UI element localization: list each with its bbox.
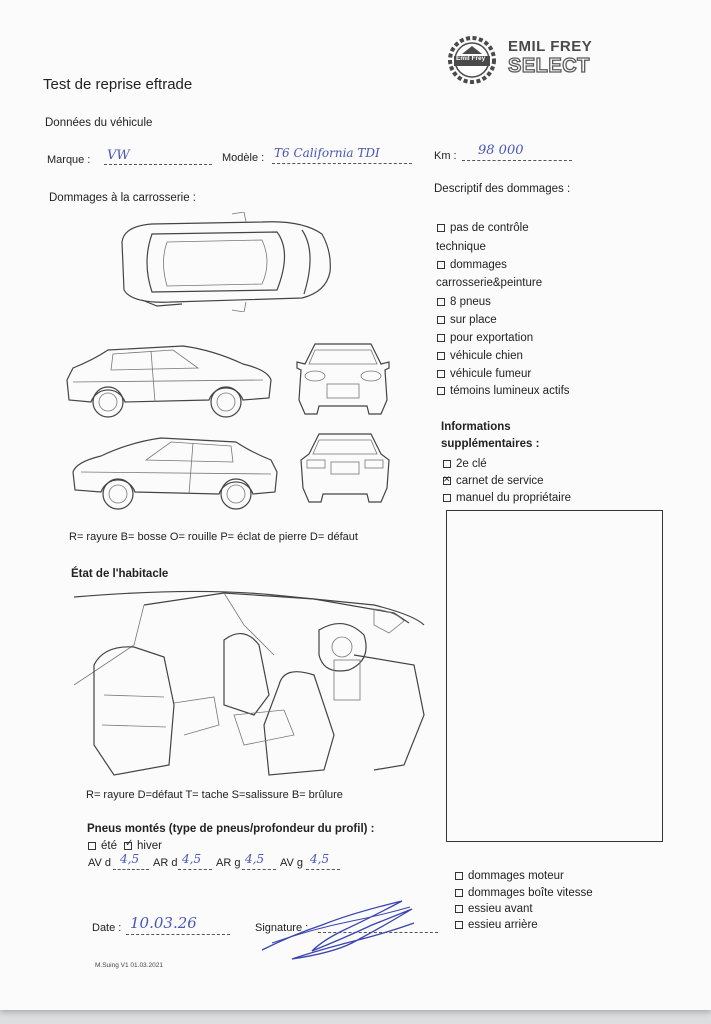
brand-label: Marque : [47,154,91,166]
tires-section-title: Pneus montés (type de pneus/profondeur du profil) : [87,823,375,835]
model-line [272,163,412,164]
tire-type-summer[interactable]: été [88,840,117,852]
info-item-second-key[interactable]: 2e clé [443,458,487,470]
car-rear-view-diagram[interactable] [295,430,395,508]
vehicle-section-title: Données du véhicule [45,117,153,129]
date-value[interactable]: 10.03.26 [130,914,197,932]
damage-item-no-inspection-line2: technique [436,241,486,253]
km-value[interactable]: 98 000 [478,143,524,158]
checkbox-checked[interactable] [443,477,451,485]
date-line [126,934,230,935]
tire-rr-label: AR d [153,857,178,869]
car-right-side-diagram[interactable] [66,432,281,512]
date-label: Date : [92,922,122,934]
model-label: Modèle : [222,152,265,164]
logo-badge-text: Emil Frey [456,55,486,62]
car-top-view-diagram[interactable] [112,212,342,312]
tire-rl-label: AR g [216,857,241,869]
brand-line [104,164,212,165]
checkbox[interactable] [443,460,451,468]
checkbox[interactable] [443,494,451,502]
checkbox[interactable] [437,316,445,324]
tire-fl-line [113,869,149,870]
tire-fl-label: AV d [88,857,112,869]
car-interior-diagram[interactable] [74,585,426,785]
checkbox[interactable] [455,905,463,913]
logo-brand-line1: EMIL FREY [508,38,593,55]
car-front-view-diagram[interactable] [293,338,393,420]
bodywork-legend: R= rayure B= bosse O= rouille P= éclat de pierre D= défaut [69,531,358,543]
additional-info-title-line2: supplémentaires : [441,438,540,450]
interior-section-title: État de l'habitacle [71,568,169,580]
damage-description-title: Descriptif des dommages : [434,183,571,195]
checkbox[interactable] [437,224,445,232]
interior-legend: R= rayure D=défaut T= tache S=salissure B= brûlure [86,789,343,801]
damage-item-bodywork[interactable]: dommages [437,259,507,271]
checkbox[interactable] [455,872,463,880]
tire-fr-line [306,869,340,870]
damage-item-8-tires[interactable]: 8 pneus [437,296,491,308]
damage-item-dog[interactable]: véhicule chien [437,350,523,362]
model-value[interactable]: T6 California TDI [274,146,380,160]
checkbox[interactable] [88,842,96,850]
car-left-side-diagram[interactable] [63,340,278,420]
mech-item-engine[interactable]: dommages moteur [455,870,564,882]
km-label: Km : [434,150,457,162]
info-item-owner-manual[interactable]: manuel du propriétaire [443,492,571,504]
tire-rl-line [242,869,276,870]
tire-rr-value[interactable]: 4,5 [182,852,202,866]
damage-item-export[interactable]: pour exportation [437,332,533,344]
handwritten-signature[interactable] [252,895,422,965]
checkbox[interactable] [437,387,445,395]
logo-brand-line2: SELECT [508,55,590,77]
emil-frey-logo [440,34,600,86]
signature-label: Signature : [255,922,309,934]
km-line [462,160,572,161]
damage-item-warning-lights[interactable]: témoins lumineux actifs [437,385,570,397]
notes-box[interactable] [446,510,663,842]
form-version: M.Suing V1 01.03.2021 [95,962,163,969]
checkbox[interactable] [455,889,463,897]
checkbox[interactable] [455,921,463,929]
checkbox[interactable] [437,261,445,269]
checkbox[interactable] [437,352,445,360]
form-title: Test de reprise eftrade [43,76,193,93]
tire-rl-value[interactable]: 4,5 [245,852,265,866]
tire-fr-value[interactable]: 4,5 [310,852,330,866]
brand-value[interactable]: VW [107,148,130,163]
additional-info-title-line1: Informations [441,421,511,433]
mech-item-rear-axle[interactable]: essieu arrière [455,919,538,931]
mech-item-front-axle[interactable]: essieu avant [455,903,533,915]
mech-item-gearbox[interactable]: dommages boîte vitesse [455,887,593,899]
damage-item-smoker[interactable]: véhicule fumeur [437,368,531,380]
damage-item-bodywork-line2: carrosserie&peinture [436,277,543,289]
tire-fr-label: AV g [280,857,304,869]
checkbox[interactable] [437,298,445,306]
tire-type-winter[interactable]: ✓ hiver [124,840,162,852]
checkbox[interactable] [437,334,445,342]
info-item-service-book[interactable]: ✕carnet de service [443,475,544,487]
damage-item-no-inspection[interactable]: pas de contrôle [437,222,529,234]
tire-rr-line [178,869,212,870]
tire-fl-value[interactable]: 4,5 [120,852,140,866]
checkbox[interactable] [437,370,445,378]
bodywork-section-title: Dommages à la carrosserie : [49,192,196,204]
damage-item-on-site[interactable]: sur place [437,314,497,326]
checkbox-checked[interactable] [124,842,132,850]
